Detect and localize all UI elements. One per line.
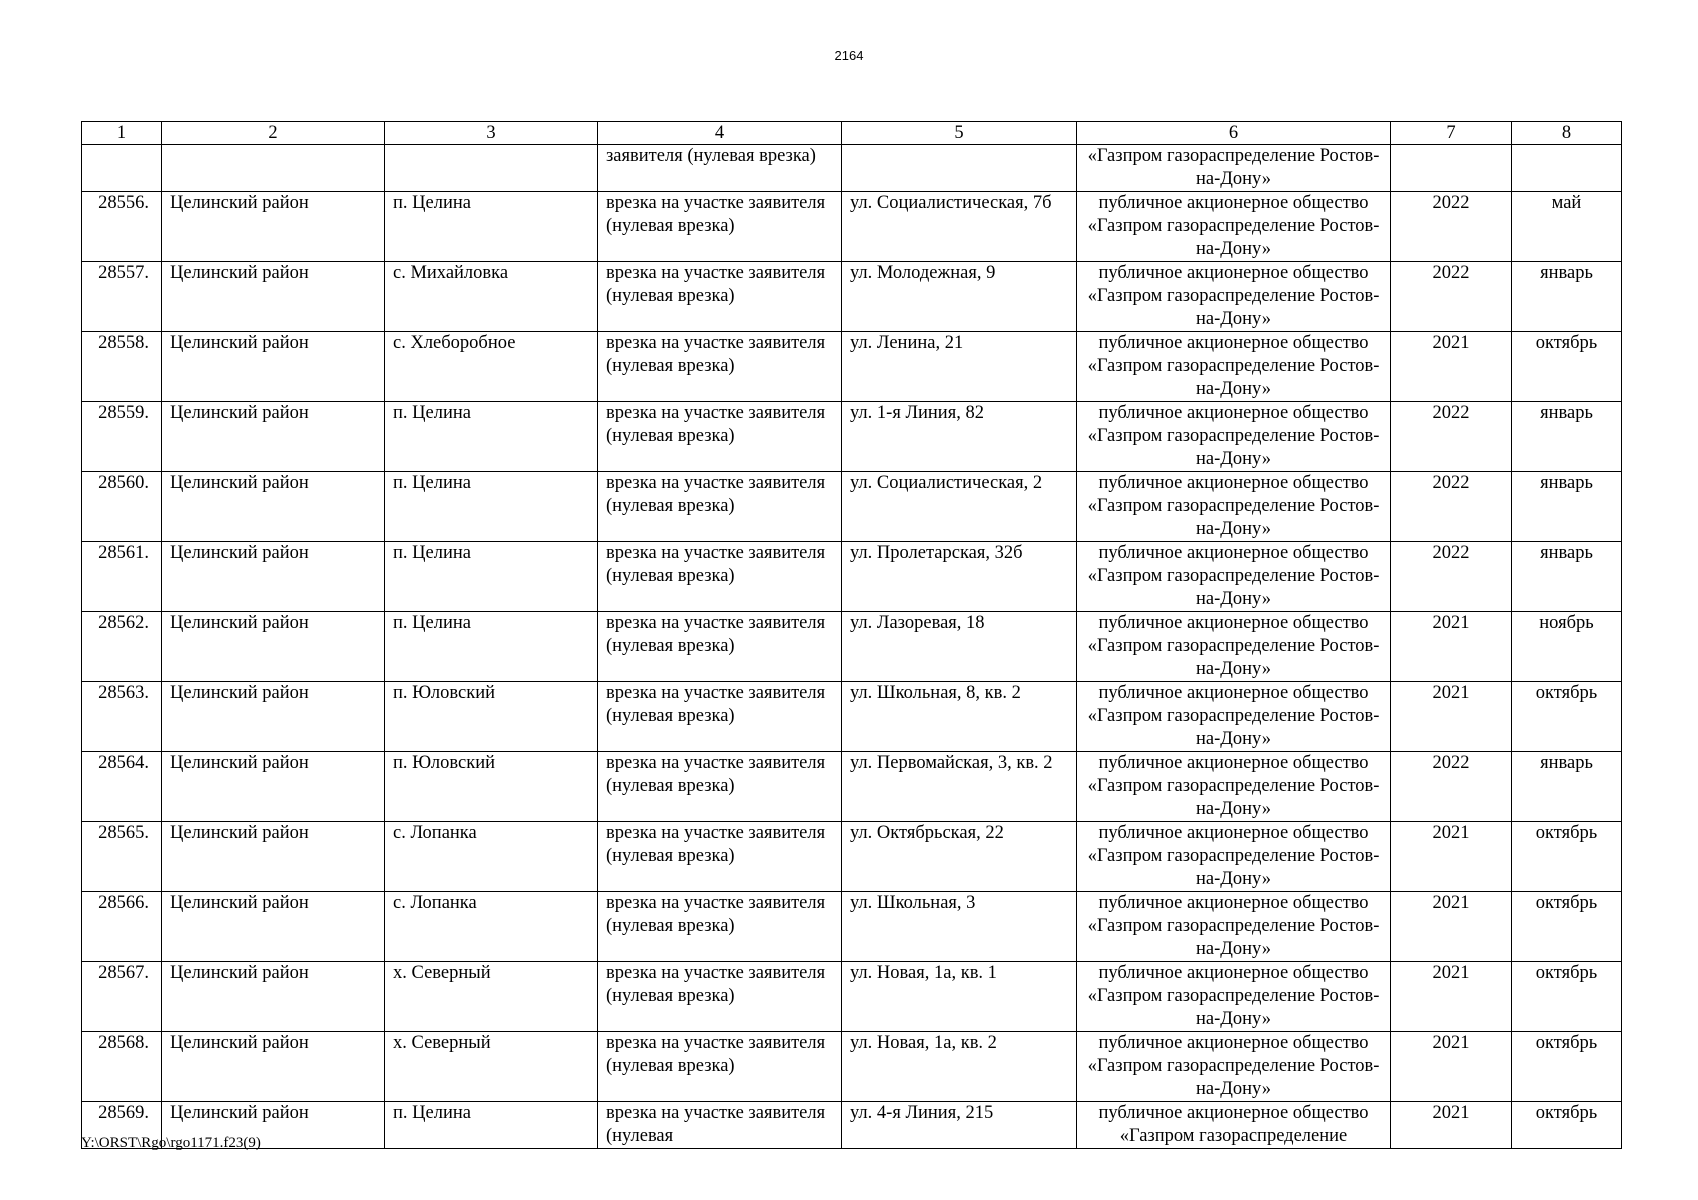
cell-num: 28563. bbox=[82, 682, 162, 752]
cell-month: октябрь bbox=[1512, 1102, 1622, 1149]
cell-num: 28558. bbox=[82, 332, 162, 402]
table-row bbox=[82, 1032, 1622, 1102]
cell-locality: п. Целина bbox=[385, 1102, 598, 1149]
cell-locality: с. Лопанка bbox=[385, 822, 598, 892]
cell-month: ноябрь bbox=[1512, 612, 1622, 682]
cell-month bbox=[1512, 145, 1622, 192]
cell-work: врезка на участке заявителя (нулевая врезка) bbox=[598, 332, 842, 402]
cell-month: май bbox=[1512, 192, 1622, 262]
cell-district: Целинский район bbox=[162, 472, 385, 542]
cell-district: Целинский район bbox=[162, 542, 385, 612]
cell-num: 28569. bbox=[82, 1102, 162, 1149]
cell-address: ул. Октябрьская, 22 bbox=[842, 822, 1077, 892]
cell-locality bbox=[385, 145, 598, 192]
table-row bbox=[82, 402, 1622, 472]
cell-month: январь bbox=[1512, 542, 1622, 612]
cell-org: публичное акционерное общество «Газпром газораспределение bbox=[1077, 1102, 1391, 1149]
cell-month: октябрь bbox=[1512, 1032, 1622, 1102]
cell-work: врезка на участке заявителя (нулевая врезка) bbox=[598, 542, 842, 612]
cell-month: январь bbox=[1512, 402, 1622, 472]
cell-org: публичное акционерное общество «Газпром газораспределение Ростов-на-Дону» bbox=[1077, 262, 1391, 332]
cell-work: заявителя (нулевая врезка) bbox=[598, 145, 842, 192]
cell-address: ул. 1-я Линия, 82 bbox=[842, 402, 1077, 472]
cell-num: 28564. bbox=[82, 752, 162, 822]
cell-district: Целинский район bbox=[162, 752, 385, 822]
cell-address: ул. Социалистическая, 7б bbox=[842, 192, 1077, 262]
table-row bbox=[82, 262, 1622, 332]
cell-locality: п. Целина bbox=[385, 402, 598, 472]
cell-num: 28560. bbox=[82, 472, 162, 542]
cell-address: ул. Новая, 1а, кв. 1 bbox=[842, 962, 1077, 1032]
cell-org: публичное акционерное общество «Газпром газораспределение Ростов-на-Дону» bbox=[1077, 192, 1391, 262]
cell-num: 28567. bbox=[82, 962, 162, 1032]
cell-address: ул. Школьная, 8, кв. 2 bbox=[842, 682, 1077, 752]
cell-work: врезка на участке заявителя (нулевая врезка) bbox=[598, 402, 842, 472]
data-table bbox=[81, 121, 1622, 1149]
cell-address: ул. Социалистическая, 2 bbox=[842, 472, 1077, 542]
cell-district: Целинский район bbox=[162, 1032, 385, 1102]
table-row bbox=[82, 682, 1622, 752]
cell-work: врезка на участке заявителя (нулевая врезка) bbox=[598, 262, 842, 332]
cell-num: 28566. bbox=[82, 892, 162, 962]
cell-work: врезка на участке заявителя (нулевая врезка) bbox=[598, 612, 842, 682]
column-header: 3 bbox=[385, 122, 598, 145]
cell-locality: с. Михайловка bbox=[385, 262, 598, 332]
column-header: 7 bbox=[1391, 122, 1512, 145]
cell-work: врезка на участке заявителя (нулевая врезка) bbox=[598, 892, 842, 962]
cell-month: октябрь bbox=[1512, 332, 1622, 402]
table-row bbox=[82, 192, 1622, 262]
cell-year: 2021 bbox=[1391, 822, 1512, 892]
cell-district: Целинский район bbox=[162, 262, 385, 332]
cell-address: ул. 4-я Линия, 215 bbox=[842, 1102, 1077, 1149]
cell-work: врезка на участке заявителя (нулевая bbox=[598, 1102, 842, 1149]
cell-month: январь bbox=[1512, 472, 1622, 542]
continuation-row bbox=[82, 145, 1622, 192]
cell-locality: х. Северный bbox=[385, 1032, 598, 1102]
cell-num: 28562. bbox=[82, 612, 162, 682]
table-row bbox=[82, 612, 1622, 682]
cell-year: 2022 bbox=[1391, 192, 1512, 262]
table-row bbox=[82, 472, 1622, 542]
cell-address: ул. Молодежная, 9 bbox=[842, 262, 1077, 332]
cell-year: 2022 bbox=[1391, 402, 1512, 472]
cell-org: публичное акционерное общество «Газпром газораспределение Ростов-на-Дону» bbox=[1077, 892, 1391, 962]
cell-year: 2021 bbox=[1391, 1032, 1512, 1102]
cell-month: октябрь bbox=[1512, 822, 1622, 892]
cell-locality: п. Целина bbox=[385, 472, 598, 542]
cell-num: 28561. bbox=[82, 542, 162, 612]
cell-year: 2021 bbox=[1391, 612, 1512, 682]
cell-org: публичное акционерное общество «Газпром газораспределение Ростов-на-Дону» bbox=[1077, 332, 1391, 402]
cell-work: врезка на участке заявителя (нулевая врезка) bbox=[598, 192, 842, 262]
header-row bbox=[82, 122, 1622, 145]
table-row-partial bbox=[82, 1102, 1622, 1149]
cell-org: публичное акционерное общество «Газпром газораспределение Ростов-на-Дону» bbox=[1077, 962, 1391, 1032]
column-header: 2 bbox=[162, 122, 385, 145]
cell-locality: с. Хлеборобное bbox=[385, 332, 598, 402]
cell-year: 2022 bbox=[1391, 472, 1512, 542]
cell-year bbox=[1391, 145, 1512, 192]
column-header: 6 bbox=[1077, 122, 1391, 145]
cell-year: 2021 bbox=[1391, 962, 1512, 1032]
cell-work: врезка на участке заявителя (нулевая врезка) bbox=[598, 822, 842, 892]
footer-file-path: Y:\ORST\Rgo\rgo1171.f23(9) bbox=[81, 1135, 261, 1151]
cell-num: 28559. bbox=[82, 402, 162, 472]
cell-month: январь bbox=[1512, 262, 1622, 332]
column-header: 4 bbox=[598, 122, 842, 145]
cell-district: Целинский район bbox=[162, 612, 385, 682]
cell-num bbox=[82, 145, 162, 192]
cell-address: ул. Школьная, 3 bbox=[842, 892, 1077, 962]
cell-month: октябрь bbox=[1512, 682, 1622, 752]
table-row bbox=[82, 962, 1622, 1032]
cell-locality: с. Лопанка bbox=[385, 892, 598, 962]
cell-locality: п. Целина bbox=[385, 542, 598, 612]
cell-org: публичное акционерное общество «Газпром газораспределение Ростов-на-Дону» bbox=[1077, 1032, 1391, 1102]
cell-month: октябрь bbox=[1512, 962, 1622, 1032]
cell-year: 2021 bbox=[1391, 892, 1512, 962]
table-row bbox=[82, 752, 1622, 822]
cell-district: Целинский район bbox=[162, 892, 385, 962]
cell-address: ул. Лазоревая, 18 bbox=[842, 612, 1077, 682]
cell-year: 2021 bbox=[1391, 332, 1512, 402]
cell-address: ул. Первомайская, 3, кв. 2 bbox=[842, 752, 1077, 822]
cell-org: публичное акционерное общество «Газпром газораспределение Ростов-на-Дону» bbox=[1077, 752, 1391, 822]
cell-locality: п. Юловский bbox=[385, 752, 598, 822]
cell-work: врезка на участке заявителя (нулевая врезка) bbox=[598, 472, 842, 542]
cell-year: 2021 bbox=[1391, 1102, 1512, 1149]
cell-district: Целинский район bbox=[162, 192, 385, 262]
cell-address bbox=[842, 145, 1077, 192]
cell-num: 28556. bbox=[82, 192, 162, 262]
cell-work: врезка на участке заявителя (нулевая врезка) bbox=[598, 1032, 842, 1102]
table-row bbox=[82, 892, 1622, 962]
cell-org: публичное акционерное общество «Газпром газораспределение Ростов-на-Дону» bbox=[1077, 822, 1391, 892]
cell-locality: п. Целина bbox=[385, 612, 598, 682]
table-row bbox=[82, 332, 1622, 402]
cell-year: 2022 bbox=[1391, 542, 1512, 612]
cell-org: публичное акционерное общество «Газпром газораспределение Ростов-на-Дону» bbox=[1077, 402, 1391, 472]
cell-locality: п. Юловский bbox=[385, 682, 598, 752]
cell-address: ул. Ленина, 21 bbox=[842, 332, 1077, 402]
cell-district: Целинский район bbox=[162, 682, 385, 752]
cell-num: 28557. bbox=[82, 262, 162, 332]
cell-org: публичное акционерное общество «Газпром газораспределение Ростов-на-Дону» bbox=[1077, 682, 1391, 752]
column-header: 1 bbox=[82, 122, 162, 145]
cell-num: 28568. bbox=[82, 1032, 162, 1102]
page-number: 2164 bbox=[834, 48, 864, 63]
cell-month: январь bbox=[1512, 752, 1622, 822]
cell-org: публичное акционерное общество «Газпром газораспределение Ростов-на-Дону» bbox=[1077, 472, 1391, 542]
cell-org: «Газпром газораспределение Ростов-на-Дону» bbox=[1077, 145, 1391, 192]
cell-district bbox=[162, 145, 385, 192]
cell-locality: п. Целина bbox=[385, 192, 598, 262]
cell-org: публичное акционерное общество «Газпром газораспределение Ростов-на-Дону» bbox=[1077, 542, 1391, 612]
cell-district: Целинский район bbox=[162, 332, 385, 402]
column-header: 8 bbox=[1512, 122, 1622, 145]
cell-year: 2021 bbox=[1391, 682, 1512, 752]
cell-year: 2022 bbox=[1391, 262, 1512, 332]
column-header: 5 bbox=[842, 122, 1077, 145]
cell-month: октябрь bbox=[1512, 892, 1622, 962]
cell-work: врезка на участке заявителя (нулевая врезка) bbox=[598, 962, 842, 1032]
cell-year: 2022 bbox=[1391, 752, 1512, 822]
cell-address: ул. Новая, 1а, кв. 2 bbox=[842, 1032, 1077, 1102]
cell-locality: х. Северный bbox=[385, 962, 598, 1032]
cell-org: публичное акционерное общество «Газпром газораспределение Ростов-на-Дону» bbox=[1077, 612, 1391, 682]
cell-district: Целинский район bbox=[162, 1102, 385, 1149]
table-row bbox=[82, 542, 1622, 612]
cell-address: ул. Пролетарская, 32б bbox=[842, 542, 1077, 612]
cell-work: врезка на участке заявителя (нулевая врезка) bbox=[598, 752, 842, 822]
cell-district: Целинский район bbox=[162, 402, 385, 472]
cell-num: 28565. bbox=[82, 822, 162, 892]
table-row bbox=[82, 822, 1622, 892]
cell-work: врезка на участке заявителя (нулевая врезка) bbox=[598, 682, 842, 752]
cell-district: Целинский район bbox=[162, 962, 385, 1032]
cell-district: Целинский район bbox=[162, 822, 385, 892]
